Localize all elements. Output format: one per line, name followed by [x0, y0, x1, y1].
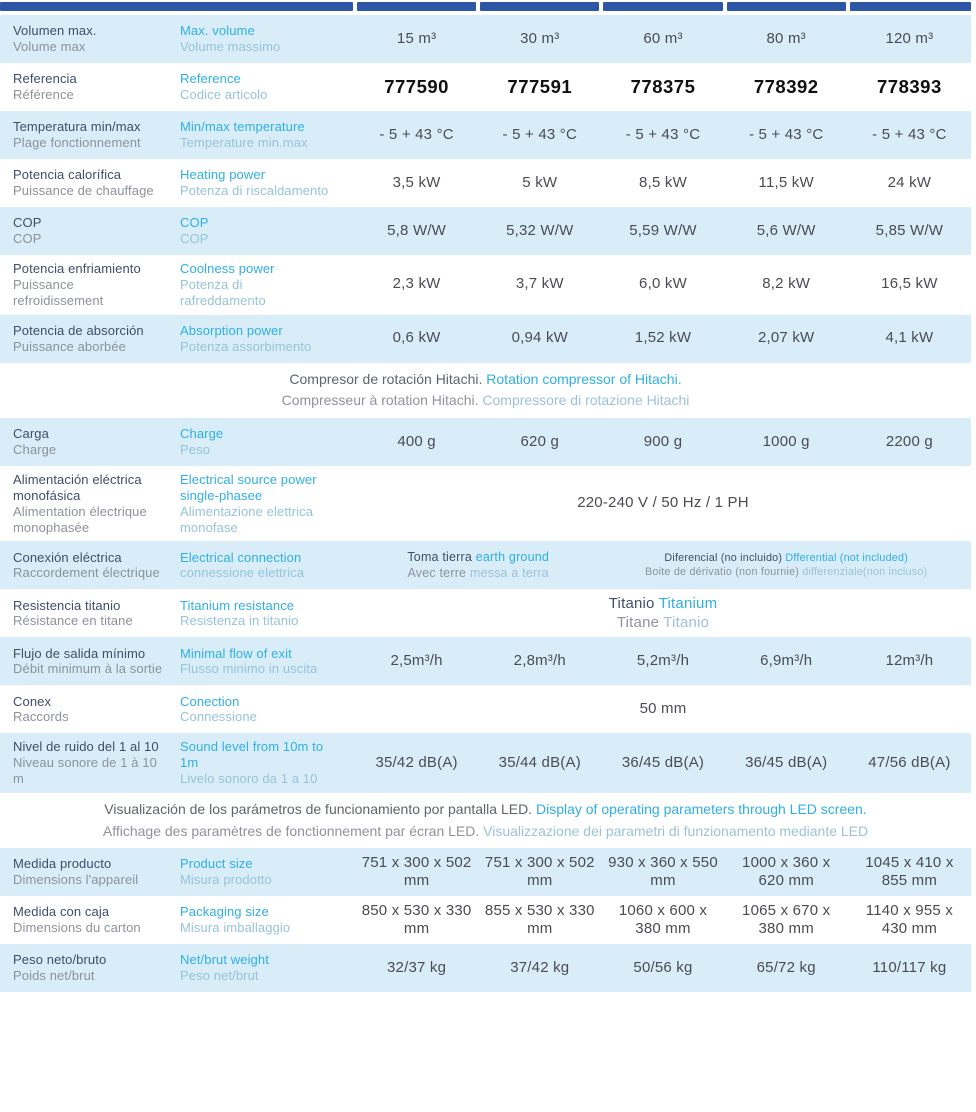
value-cell: 2,3 kW — [392, 275, 441, 293]
value-line — [645, 565, 927, 579]
label-secondary: Potenza di riscaldamento — [180, 183, 329, 198]
label-primary: Potencia calorífica — [13, 167, 122, 183]
label-primary: Titanium resistance — [180, 597, 295, 613]
value-cell: 751 x 300 x 502 mm — [361, 853, 472, 890]
value-cell: 5,2m³/h — [636, 652, 690, 670]
row-label-es-fr — [0, 15, 175, 63]
column-header-bar — [603, 2, 722, 11]
row-label-en-it — [175, 685, 355, 733]
spec-row — [0, 207, 971, 255]
value-line-segment: Boite de dérivatio (non fournie) — [645, 566, 803, 579]
row-label-es-fr — [0, 944, 175, 992]
column-header-bar — [357, 2, 476, 11]
note-line-segment: Compresor de rotación Hitachi. — [289, 370, 487, 387]
value-cell: 777590 — [384, 76, 449, 98]
value-line-segment: Titanium — [658, 594, 718, 612]
value-cell: 0,6 kW — [392, 329, 441, 347]
label-primary: Reference — [180, 71, 241, 87]
row-label-es-fr — [0, 418, 175, 466]
label-secondary: Temperature min.max — [180, 135, 308, 150]
spec-row — [0, 896, 971, 944]
label-secondary: Puissance aborbée — [13, 338, 126, 354]
value-cell: 855 x 530 x 330 mm — [484, 901, 595, 938]
row-label-es-fr — [0, 111, 175, 159]
row-label-en-it — [175, 733, 355, 793]
spec-row — [0, 685, 971, 733]
note-line-segment: Display of operating parameters through LED screen. — [535, 800, 867, 817]
value-cell: 400 g — [397, 432, 436, 450]
label-secondary: Connessione — [180, 709, 257, 725]
value-line — [617, 613, 709, 633]
row-label-en-it — [175, 255, 355, 315]
label-secondary: COP — [180, 231, 209, 246]
value-cell: - 5 + 43 °C — [748, 125, 824, 143]
column-header-bar — [480, 2, 599, 11]
value-cell: 24 kW — [887, 173, 932, 191]
spec-row — [0, 733, 971, 793]
row-label-en-it — [175, 111, 355, 159]
column-header-bar — [727, 2, 846, 11]
label-secondary: Dimensions l'appareil — [13, 872, 139, 888]
label-secondary: Référence — [13, 87, 74, 102]
spec-row — [0, 315, 971, 363]
value-cell: 778392 — [753, 76, 819, 98]
value-line-segment: earth ground — [475, 550, 550, 565]
table-top-bar — [0, 2, 971, 11]
value-cell: 1000 x 360 x 620 mm — [742, 853, 831, 890]
spec-row — [0, 637, 971, 685]
value-cell: 120 m³ — [885, 29, 934, 47]
label-primary: COP — [180, 215, 209, 231]
row-label-es-fr — [0, 159, 175, 207]
label-primary: Conection — [180, 693, 240, 709]
row-label-es-fr — [0, 896, 175, 944]
value-line — [407, 565, 548, 581]
label-primary: Flujo de salida mínimo — [13, 645, 146, 661]
value-cell: 1065 x 670 x 380 mm — [742, 901, 831, 938]
value-cell: 12m³/h — [885, 652, 934, 670]
value-cell-merged: 220-240 V / 50 Hz / 1 PH — [577, 494, 749, 512]
value-cell: 1045 x 410 x 855 mm — [865, 853, 954, 890]
label-primary: Peso neto/bruto — [13, 952, 107, 968]
row-label-en-it — [175, 159, 355, 207]
label-secondary: Codice articolo — [180, 87, 268, 102]
row-label-en-it — [175, 944, 355, 992]
row-label-es-fr — [0, 255, 175, 315]
value-cell: - 5 + 43 °C — [502, 125, 578, 143]
note-text — [0, 793, 971, 848]
row-label-es-fr — [0, 589, 175, 637]
value-cell: 60 m³ — [643, 29, 683, 47]
value-cell: 8,5 kW — [639, 173, 687, 191]
label-secondary: Misura imballaggio — [180, 920, 291, 936]
label-secondary: COP — [13, 231, 42, 246]
row-label-en-it — [175, 637, 355, 685]
row-label-en-it — [175, 63, 355, 111]
label-secondary: connessione elettrica — [180, 565, 305, 581]
label-secondary: Débit minimum à la sortie — [13, 661, 163, 677]
label-secondary: Peso — [180, 441, 211, 457]
value-cell: 110/117 kg — [872, 958, 947, 976]
label-secondary: Potenza assorbimento — [180, 338, 312, 354]
note-line-segment: Visualización de los parámetros de funcionamiento por pantalla LED. — [104, 800, 536, 817]
value-cell-merged-right — [601, 541, 971, 589]
label-primary: Product size — [180, 856, 253, 872]
note-line-segment: Visualizzazione dei parametri di funzionamento mediante LED — [483, 822, 869, 839]
spec-row — [0, 15, 971, 63]
value-cell: 2,07 kW — [757, 329, 815, 347]
label-primary: Max. volume — [180, 23, 255, 39]
value-cell: 1140 x 955 x 430 mm — [865, 901, 953, 938]
row-label-es-fr — [0, 63, 175, 111]
label-secondary: Puissance refroidissement — [13, 276, 104, 308]
row-label-es-fr — [0, 466, 175, 541]
note-text — [0, 363, 971, 418]
value-cell: 5,59 W/W — [629, 221, 697, 239]
row-label-en-it — [175, 466, 355, 541]
label-secondary: Alimentazione elettrica monofase — [180, 503, 314, 535]
value-line-segment: messa a terra — [469, 566, 549, 581]
spec-row — [0, 944, 971, 992]
label-primary: Electrical connection — [180, 549, 302, 565]
label-primary: Volumen max. — [13, 23, 97, 39]
label-secondary: Puissance de chauffage — [13, 183, 154, 198]
value-line-segment: Toma tierra — [407, 550, 476, 565]
value-cell: 900 g — [643, 432, 683, 450]
label-secondary: Plage fonctionnement — [13, 135, 141, 150]
value-cell: 2,8m³/h — [513, 652, 566, 670]
label-primary: Coolness power — [180, 261, 275, 276]
value-cell: 16,5 kW — [881, 275, 938, 293]
note-line-segment: Affichage des paramètres de fonctionnement par écran LED. — [102, 822, 484, 839]
label-secondary: Volume massimo — [180, 39, 281, 54]
spec-row — [0, 848, 971, 896]
value-cell: 930 x 360 x 550 mm — [608, 853, 718, 890]
row-label-en-it — [175, 207, 355, 255]
label-secondary: Niveau sonore de 1 à 10 m — [13, 755, 157, 787]
row-label-en-it — [175, 896, 355, 944]
value-cell: 15 m³ — [396, 29, 437, 47]
note-line — [4, 799, 967, 821]
value-cell: 50/56 kg — [633, 958, 693, 976]
value-line-segment: Dfferential (not included) — [785, 552, 909, 565]
value-cell-merged — [355, 589, 971, 637]
value-cell: 36/45 dB(A) — [621, 753, 705, 771]
label-secondary: Raccordement électrique — [13, 565, 160, 581]
row-label-es-fr — [0, 733, 175, 793]
note-line-segment: Rotation compressor of Hitachi. — [486, 370, 682, 387]
label-secondary: Livelo sonoro da 1 a 10 — [180, 771, 318, 787]
label-secondary: Résistance en titane — [13, 613, 133, 629]
value-cell: 65/72 kg — [756, 958, 816, 976]
label-secondary: Charge — [13, 441, 57, 457]
value-cell: 6,9m³/h — [760, 652, 813, 670]
row-label-en-it — [175, 315, 355, 363]
value-cell: 80 m³ — [766, 29, 806, 47]
row-label-en-it — [175, 418, 355, 466]
label-primary: Temperatura min/max — [13, 119, 141, 135]
spec-row — [0, 541, 971, 589]
column-header-bar — [850, 2, 971, 11]
value-cell: 36/45 dB(A) — [745, 753, 828, 771]
note-row — [0, 793, 971, 848]
spec-row — [0, 255, 971, 315]
label-secondary: Peso net/brut — [180, 968, 259, 984]
value-cell: 850 x 530 x 330 mm — [361, 901, 472, 938]
value-cell: 1060 x 600 x 380 mm — [618, 901, 708, 938]
value-cell: 5,85 W/W — [875, 221, 944, 239]
label-secondary: Poids net/brut — [13, 968, 95, 984]
value-cell: 3,7 kW — [515, 275, 564, 293]
label-secondary: Resistenza in titanio — [180, 613, 299, 629]
label-primary: Charge — [180, 426, 224, 442]
value-cell: 751 x 300 x 502 mm — [484, 853, 595, 890]
label-primary: Resistencia titanio — [13, 597, 121, 613]
label-primary: Conexión eléctrica — [13, 549, 122, 565]
value-cell: - 5 + 43 °C — [872, 125, 947, 143]
label-secondary: Volume max — [13, 39, 86, 54]
row-label-es-fr — [0, 315, 175, 363]
row-label-es-fr — [0, 541, 175, 589]
value-cell: 11,5 kW — [758, 173, 814, 191]
value-line-segment: Titane — [616, 614, 664, 632]
note-line — [4, 390, 967, 412]
note-line — [4, 369, 967, 391]
label-secondary: Alimentation électrique monophasée — [13, 503, 147, 535]
value-cell: 778393 — [877, 76, 942, 98]
label-primary: Min/max temperature — [180, 119, 305, 135]
label-primary: Packaging size — [180, 904, 269, 920]
value-cell: - 5 + 43 °C — [379, 125, 454, 143]
spec-row — [0, 159, 971, 207]
value-cell: 1,52 kW — [634, 329, 692, 347]
label-primary: Nivel de ruido del 1 al 10 — [13, 739, 159, 755]
value-cell: 30 m³ — [520, 29, 560, 47]
label-primary: Potencia de absorción — [13, 322, 144, 338]
label-secondary: Flusso minimo in uscita — [180, 661, 318, 677]
label-secondary: Potenza di rafreddamento — [180, 276, 266, 308]
label-primary: Absorption power — [180, 322, 283, 338]
value-cell: 5,8 W/W — [387, 221, 447, 239]
value-cell: 35/44 dB(A) — [498, 753, 581, 771]
label-secondary: Raccords — [13, 709, 69, 725]
spec-row — [0, 63, 971, 111]
label-primary: Referencia — [13, 71, 77, 87]
note-line — [4, 821, 967, 843]
value-cell: 5 kW — [522, 173, 558, 191]
value-cell: 47/56 dB(A) — [868, 753, 951, 771]
value-line-segment: Diferencial (no incluido) — [664, 552, 786, 565]
row-label-en-it — [175, 15, 355, 63]
value-cell: 8,2 kW — [762, 275, 811, 293]
label-primary: Heating power — [180, 167, 266, 183]
label-secondary: Misura prodotto — [180, 872, 272, 888]
value-cell: 3,5 kW — [392, 173, 441, 191]
value-cell: 2,5m³/h — [390, 652, 443, 670]
column-header-bar — [0, 2, 353, 11]
row-label-es-fr — [0, 637, 175, 685]
value-line — [407, 549, 549, 565]
value-line — [664, 551, 908, 565]
label-primary: Potencia enfriamiento — [13, 261, 141, 276]
row-label-en-it — [175, 848, 355, 896]
value-cell: 620 g — [520, 432, 560, 450]
value-cell: 778375 — [630, 76, 696, 98]
value-cell: - 5 + 43 °C — [625, 125, 701, 143]
spec-row — [0, 418, 971, 466]
row-label-en-it — [175, 541, 355, 589]
value-line-segment: Titanio — [608, 594, 659, 612]
label-secondary: Dimensions du carton — [13, 920, 141, 936]
label-primary: COP — [13, 215, 42, 231]
row-label-es-fr — [0, 848, 175, 896]
row-label-es-fr — [0, 207, 175, 255]
spec-row — [0, 466, 971, 541]
label-primary: Net/brut weight — [180, 952, 269, 968]
value-cell: 6,0 kW — [639, 275, 687, 293]
label-primary: Medida con caja — [13, 904, 110, 920]
value-cell: 5,32 W/W — [506, 221, 574, 239]
spec-table — [0, 2, 976, 992]
note-line-segment: Compresseur à rotation Hitachi. — [281, 392, 483, 409]
label-primary: Electrical source power single-phasee — [180, 471, 317, 503]
value-line-segment: Titanio — [663, 614, 710, 632]
row-label-es-fr — [0, 685, 175, 733]
label-primary: Sound level from 10m to 1m — [180, 739, 324, 771]
value-cell: 777591 — [507, 76, 573, 98]
label-primary: Minimal flow of exit — [180, 645, 292, 661]
value-cell: 0,94 kW — [511, 329, 568, 347]
label-primary: Carga — [13, 426, 49, 442]
value-cell: 2200 g — [885, 432, 933, 450]
value-cell-merged: 50 mm — [639, 700, 687, 718]
value-cell: 4,1 kW — [885, 329, 934, 347]
value-cell: 32/37 kg — [387, 958, 447, 976]
label-primary: Conex — [13, 693, 52, 709]
value-cell: 35/42 dB(A) — [375, 753, 458, 771]
value-cell-merged-left — [355, 541, 601, 589]
value-line-segment: Avec terre — [407, 566, 470, 581]
row-label-en-it — [175, 589, 355, 637]
label-primary: Medida producto — [13, 856, 112, 872]
note-row — [0, 363, 971, 418]
value-cell: 1000 g — [762, 432, 810, 450]
value-cell: 5,6 W/W — [756, 221, 816, 239]
spec-row — [0, 111, 971, 159]
spec-row — [0, 589, 971, 637]
value-line-segment: differenziale(non incluso) — [802, 566, 928, 579]
label-primary: Alimentación eléctrica monofásica — [13, 471, 142, 503]
note-line-segment: Compressore di rotazione Hitachi — [482, 392, 690, 409]
value-line — [609, 594, 718, 614]
value-cell: 37/42 kg — [510, 958, 570, 976]
